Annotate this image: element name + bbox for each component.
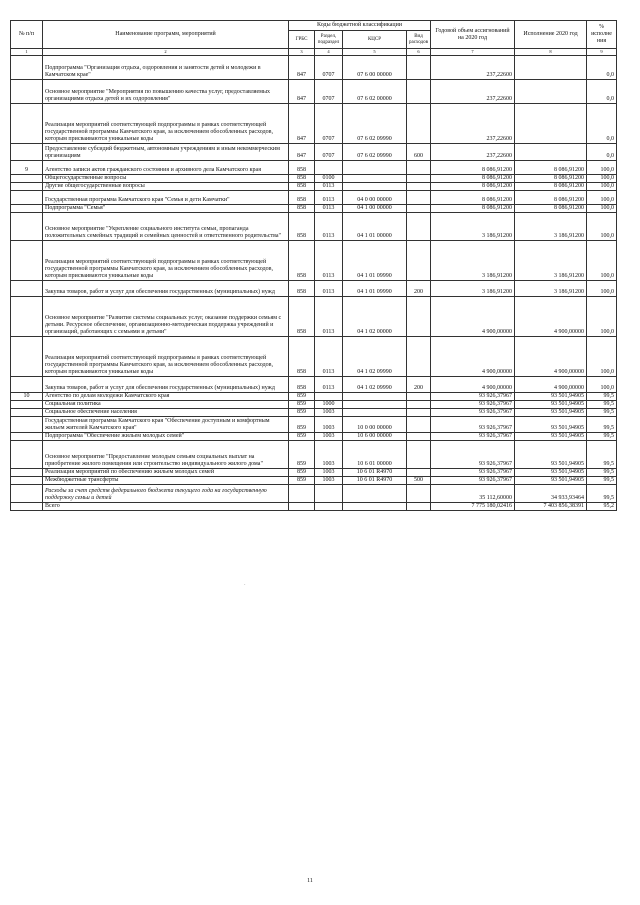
cell-pct: 99,5 — [587, 393, 617, 401]
cell-name: Реализация мероприятий соответствующей подпрограммы в рамках соответствующей государственной программы Камчатского края, за исключением обособленных расходов, которым присваиваются уникальные коды — [43, 337, 289, 377]
cell-csr: 04 1 01 09990 — [343, 241, 407, 281]
table-row — [11, 433, 617, 441]
cell-section — [315, 485, 343, 503]
cell-section: 0113 — [315, 281, 343, 297]
cell-grbs: 859 — [289, 417, 315, 433]
cell-pct: 100,0 — [587, 213, 617, 241]
header-name: Наименование программ, мероприятий — [43, 21, 289, 49]
col-number: 3 — [289, 49, 315, 56]
cell-vr — [407, 433, 431, 441]
cell-grbs: 847 — [289, 144, 315, 161]
cell-exec: 4 900,00000 — [515, 377, 587, 393]
cell-num — [11, 205, 43, 213]
cell-num — [11, 281, 43, 297]
table-row — [11, 409, 617, 417]
cell-vr: 200 — [407, 377, 431, 393]
cell-grbs: 858 — [289, 161, 315, 175]
cell-section: 0707 — [315, 80, 343, 104]
cell-num — [11, 485, 43, 503]
cell-csr: 04 1 02 09990 — [343, 337, 407, 377]
cell-csr — [343, 393, 407, 401]
cell-num — [11, 441, 43, 469]
cell-name: Другие общегосударственные вопросы — [43, 183, 289, 191]
table-row — [11, 205, 617, 213]
cell-section — [315, 161, 343, 175]
cell-csr: 10 0 00 00000 — [343, 417, 407, 433]
table-row — [11, 401, 617, 409]
cell-grbs: 858 — [289, 175, 315, 183]
cell-vr — [407, 297, 431, 337]
cell-grbs: 858 — [289, 241, 315, 281]
cell-grbs: 859 — [289, 441, 315, 469]
cell-annual: 8 086,91200 — [431, 175, 515, 183]
cell-num — [11, 401, 43, 409]
cell-pct: 99,5 — [587, 477, 617, 485]
cell-pct: 95,2 — [587, 503, 617, 511]
cell-grbs: 859 — [289, 401, 315, 409]
cell-vr — [407, 469, 431, 477]
cell-grbs: 858 — [289, 281, 315, 297]
cell-grbs: 858 — [289, 191, 315, 205]
cell-pct: 100,0 — [587, 281, 617, 297]
col-number: 8 — [515, 49, 587, 56]
cell-exec: 8 086,91200 — [515, 205, 587, 213]
cell-pct: 100,0 — [587, 175, 617, 183]
cell-vr — [407, 175, 431, 183]
cell-pct: 99,5 — [587, 417, 617, 433]
cell-num: 9 — [11, 161, 43, 175]
header-pct: % исполне ния — [587, 21, 617, 49]
cell-exec: 93 501,94905 — [515, 409, 587, 417]
cell-name: Основное мероприятие "Предоставление молодым семьям социальных выплат на приобретение жилого помещения или строительство индивидуального жилого дома" — [43, 441, 289, 469]
col-number: 6 — [407, 49, 431, 56]
cell-pct: 99,5 — [587, 441, 617, 469]
cell-grbs — [289, 503, 315, 511]
cell-annual: 7 775 180,02416 — [431, 503, 515, 511]
cell-exec: 7 403 856,38391 — [515, 503, 587, 511]
cell-exec: 8 086,91200 — [515, 191, 587, 205]
col-number: 5 — [343, 49, 407, 56]
col-number: 4 — [315, 49, 343, 56]
cell-annual: 93 926,37967 — [431, 409, 515, 417]
header-csr: КЦСР — [343, 31, 407, 49]
cell-vr: 600 — [407, 144, 431, 161]
cell-exec: 4 900,00000 — [515, 297, 587, 337]
cell-exec: 8 086,91200 — [515, 161, 587, 175]
cell-vr — [407, 104, 431, 144]
cell-csr: 07 6 02 09990 — [343, 144, 407, 161]
table-row — [11, 441, 617, 469]
cell-vr — [407, 485, 431, 503]
cell-annual: 8 086,91200 — [431, 205, 515, 213]
header-number-row — [11, 49, 617, 56]
cell-section: 1003 — [315, 469, 343, 477]
cell-exec: 93 501,94905 — [515, 477, 587, 485]
cell-exec: 93 501,94905 — [515, 417, 587, 433]
cell-csr — [343, 409, 407, 417]
table-row — [11, 503, 617, 511]
cell-exec: 8 086,91200 — [515, 175, 587, 183]
cell-num — [11, 241, 43, 281]
cell-vr — [407, 205, 431, 213]
cell-csr — [343, 175, 407, 183]
cell-num — [11, 377, 43, 393]
table-row — [11, 56, 617, 80]
cell-exec: 34 933,93464 — [515, 485, 587, 503]
cell-exec: 93 501,94905 — [515, 441, 587, 469]
table-body — [11, 56, 617, 511]
cell-name: Основное мероприятие "Укрепление социального института семьи, пропаганда положительных семейных традиций и семейных ценностей и ответственного родительства" — [43, 213, 289, 241]
cell-csr: 07 6 02 00000 — [343, 80, 407, 104]
cell-grbs: 859 — [289, 393, 315, 401]
cell-name: Закупка товаров, работ и услуг для обеспечения государственных (муниципальных) нужд — [43, 281, 289, 297]
cell-num — [11, 469, 43, 477]
cell-csr: 04 1 00 00000 — [343, 205, 407, 213]
cell-annual: 4 900,00000 — [431, 337, 515, 377]
cell-grbs: 859 — [289, 477, 315, 485]
cell-section: 0707 — [315, 56, 343, 80]
header-section: Раздел, подраздел — [315, 31, 343, 49]
cell-exec: 4 900,00000 — [515, 337, 587, 377]
cell-grbs: 859 — [289, 409, 315, 417]
table-row — [11, 80, 617, 104]
table-row — [11, 281, 617, 297]
cell-section — [315, 503, 343, 511]
cell-grbs: 859 — [289, 433, 315, 441]
table-row — [11, 337, 617, 377]
cell-pct: 100,0 — [587, 183, 617, 191]
cell-annual: 93 926,37967 — [431, 477, 515, 485]
cell-annual: 8 086,91200 — [431, 183, 515, 191]
cell-pct: 100,0 — [587, 191, 617, 205]
cell-name: Подпрограмма "Организация отдыха, оздоровления и занятости детей и молодежи в Камчатском крае" — [43, 56, 289, 80]
cell-section: 1003 — [315, 477, 343, 485]
cell-name: Подпрограмма "Обеспечение жильем молодых семей" — [43, 433, 289, 441]
cell-section: 0113 — [315, 213, 343, 241]
cell-section: 0100 — [315, 175, 343, 183]
cell-num — [11, 144, 43, 161]
cell-pct: 0,0 — [587, 56, 617, 80]
cell-vr — [407, 441, 431, 469]
header-annual: Годовой объем ассигнований на 2020 год — [431, 21, 515, 49]
cell-annual: 237,22600 — [431, 56, 515, 80]
cell-csr: 10 6 01 R4970 — [343, 477, 407, 485]
cell-section: 1003 — [315, 433, 343, 441]
cell-num — [11, 337, 43, 377]
budget-table — [10, 20, 617, 511]
cell-grbs: 858 — [289, 205, 315, 213]
cell-annual: 3 186,91200 — [431, 241, 515, 281]
cell-section: 1003 — [315, 409, 343, 417]
cell-annual: 4 900,00000 — [431, 297, 515, 337]
cell-exec — [515, 56, 587, 80]
cell-csr — [343, 161, 407, 175]
cell-annual: 93 926,37967 — [431, 417, 515, 433]
cell-csr — [343, 401, 407, 409]
cell-pct: 99,5 — [587, 433, 617, 441]
cell-grbs: 859 — [289, 469, 315, 477]
cell-vr: 500 — [407, 477, 431, 485]
cell-name: Общегосударственные вопросы — [43, 175, 289, 183]
table-row — [11, 241, 617, 281]
cell-name: Межбюджетные трансферты — [43, 477, 289, 485]
cell-vr: 200 — [407, 281, 431, 297]
cell-annual: 237,22600 — [431, 104, 515, 144]
cell-num — [11, 191, 43, 205]
cell-name: Социальное обеспечение населения — [43, 409, 289, 417]
table-row — [11, 297, 617, 337]
cell-csr: 04 1 02 09990 — [343, 377, 407, 393]
scan-mark: · — [244, 583, 246, 588]
cell-csr — [343, 183, 407, 191]
cell-num — [11, 477, 43, 485]
table-row — [11, 377, 617, 393]
cell-name: Подпрограмма "Семья" — [43, 205, 289, 213]
cell-num — [11, 183, 43, 191]
cell-vr — [407, 56, 431, 80]
cell-vr — [407, 393, 431, 401]
table-row — [11, 191, 617, 205]
header-vr: Вид расходов — [407, 31, 431, 49]
cell-name: Агентство записи актов гражданского состояния и архивного дела Камчатского края — [43, 161, 289, 175]
cell-pct: 100,0 — [587, 205, 617, 213]
cell-csr: 10 6 01 R4970 — [343, 469, 407, 477]
cell-exec: 8 086,91200 — [515, 183, 587, 191]
cell-annual: 237,22600 — [431, 144, 515, 161]
cell-csr: 04 1 02 00000 — [343, 297, 407, 337]
cell-grbs: 858 — [289, 337, 315, 377]
cell-exec: 3 186,91200 — [515, 213, 587, 241]
cell-exec — [515, 104, 587, 144]
cell-grbs: 847 — [289, 104, 315, 144]
cell-name: Основное мероприятие "Мероприятия по повышению качества услуг, предоставляемых организациями отдыха детей и их оздоровления" — [43, 80, 289, 104]
cell-pct: 100,0 — [587, 241, 617, 281]
cell-section — [315, 393, 343, 401]
cell-name: Агентство по делам молодежи Камчатского края — [43, 393, 289, 401]
cell-exec: 3 186,91200 — [515, 241, 587, 281]
table-row — [11, 104, 617, 144]
table-row — [11, 417, 617, 433]
cell-annual: 237,22600 — [431, 80, 515, 104]
cell-exec: 3 186,91200 — [515, 281, 587, 297]
cell-annual: 35 112,60000 — [431, 485, 515, 503]
cell-exec: 93 501,94905 — [515, 469, 587, 477]
cell-vr — [407, 337, 431, 377]
table-row — [11, 477, 617, 485]
cell-num: 10 — [11, 393, 43, 401]
cell-name: Реализация мероприятий соответствующей подпрограммы в рамках соответствующей государственной программы Камчатского края, за исключением обособленных расходов, которым присваиваются уникальные коды — [43, 241, 289, 281]
cell-annual: 93 926,37967 — [431, 441, 515, 469]
cell-section: 0707 — [315, 144, 343, 161]
cell-pct: 0,0 — [587, 80, 617, 104]
col-number: 2 — [43, 49, 289, 56]
cell-num — [11, 503, 43, 511]
cell-csr: 07 6 00 00000 — [343, 56, 407, 80]
col-number: 1 — [11, 49, 43, 56]
cell-name: Государственная программа Камчатского края "Обеспечение доступным и комфортным жильем жителей Камчатского края" — [43, 417, 289, 433]
cell-pct: 99,5 — [587, 469, 617, 477]
cell-vr — [407, 401, 431, 409]
table-row — [11, 175, 617, 183]
cell-annual: 93 926,37967 — [431, 433, 515, 441]
cell-pct: 0,0 — [587, 144, 617, 161]
cell-csr: 04 0 00 00000 — [343, 191, 407, 205]
table-row — [11, 485, 617, 503]
cell-vr — [407, 191, 431, 205]
cell-num — [11, 104, 43, 144]
cell-name: Закупка товаров, работ и услуг для обеспечения государственных (муниципальных) нужд — [43, 377, 289, 393]
cell-name: Предоставление субсидий бюджетным, автономным учреждениям и иным некоммерческим организациям — [43, 144, 289, 161]
cell-pct: 100,0 — [587, 297, 617, 337]
cell-pct: 0,0 — [587, 104, 617, 144]
cell-annual: 93 926,37967 — [431, 401, 515, 409]
cell-annual: 93 926,37967 — [431, 469, 515, 477]
cell-section: 1003 — [315, 417, 343, 433]
cell-grbs: 847 — [289, 80, 315, 104]
cell-section: 1003 — [315, 441, 343, 469]
header-exec: Исполнение 2020 год — [515, 21, 587, 49]
cell-annual: 93 926,37967 — [431, 393, 515, 401]
table-row — [11, 213, 617, 241]
cell-pct: 99,5 — [587, 401, 617, 409]
col-number: 7 — [431, 49, 515, 56]
cell-num — [11, 417, 43, 433]
cell-vr — [407, 417, 431, 433]
cell-section: 0113 — [315, 377, 343, 393]
table-row — [11, 183, 617, 191]
cell-annual: 8 086,91200 — [431, 191, 515, 205]
cell-vr — [407, 409, 431, 417]
cell-num — [11, 175, 43, 183]
cell-grbs: 858 — [289, 213, 315, 241]
header-codes: Коды бюджетной классификации — [289, 21, 431, 31]
cell-section: 0113 — [315, 205, 343, 213]
cell-section: 0113 — [315, 337, 343, 377]
page-number: 11 — [307, 878, 313, 884]
header-grbs: ГРБС — [289, 31, 315, 49]
cell-exec — [515, 144, 587, 161]
cell-vr — [407, 161, 431, 175]
cell-grbs: 858 — [289, 377, 315, 393]
cell-grbs: 847 — [289, 56, 315, 80]
cell-annual: 3 186,91200 — [431, 213, 515, 241]
cell-exec: 93 501,94905 — [515, 433, 587, 441]
cell-num — [11, 409, 43, 417]
cell-name: Всего — [43, 503, 289, 511]
table-row — [11, 393, 617, 401]
cell-vr — [407, 503, 431, 511]
cell-section: 0113 — [315, 191, 343, 205]
cell-csr: 10 6 00 00000 — [343, 433, 407, 441]
cell-pct: 99,5 — [587, 409, 617, 417]
table-row — [11, 161, 617, 175]
table-row — [11, 469, 617, 477]
cell-csr: 04 1 01 00000 — [343, 213, 407, 241]
cell-exec — [515, 80, 587, 104]
cell-section: 1000 — [315, 401, 343, 409]
header-num: № п/п — [11, 21, 43, 49]
cell-vr — [407, 213, 431, 241]
cell-pct: 100,0 — [587, 161, 617, 175]
cell-csr: 07 6 02 09990 — [343, 104, 407, 144]
cell-annual: 3 186,91200 — [431, 281, 515, 297]
cell-section: 0113 — [315, 183, 343, 191]
cell-num — [11, 433, 43, 441]
cell-num — [11, 297, 43, 337]
cell-pct: 99,5 — [587, 485, 617, 503]
cell-section: 0113 — [315, 241, 343, 281]
cell-section: 0707 — [315, 104, 343, 144]
cell-exec: 93 501,94905 — [515, 393, 587, 401]
cell-csr — [343, 485, 407, 503]
budget-table-sheet — [10, 20, 616, 511]
cell-csr: 04 1 01 09990 — [343, 281, 407, 297]
cell-pct: 100,0 — [587, 337, 617, 377]
cell-name: Социальная политика — [43, 401, 289, 409]
col-number: 9 — [587, 49, 617, 56]
cell-grbs — [289, 485, 315, 503]
cell-pct: 100,0 — [587, 377, 617, 393]
cell-grbs: 858 — [289, 297, 315, 337]
table-row — [11, 144, 617, 161]
cell-num — [11, 80, 43, 104]
cell-num — [11, 213, 43, 241]
cell-name: Расходы за счет средств федерального бюджета текущего года на государственную поддержку семьи и детей — [43, 485, 289, 503]
cell-name: Реализация мероприятий соответствующей подпрограммы в рамках соответствующей государственной программы Камчатского края, за исключением обособленных расходов, которым присваиваются уникальные коды — [43, 104, 289, 144]
cell-name: Государственная программа Камчатского края "Семья и дети Камчатки" — [43, 191, 289, 205]
cell-vr — [407, 80, 431, 104]
cell-vr — [407, 241, 431, 281]
cell-name: Реализация мероприятий по обеспечению жильем молодых семей — [43, 469, 289, 477]
cell-annual: 4 900,00000 — [431, 377, 515, 393]
cell-csr — [343, 503, 407, 511]
cell-name: Основное мероприятие "Развитие системы социальных услуг, оказание поддержки семьям с детьми. Ресурсное обеспечение, организационно-методическая поддержка учреждений и организаций, работающих с семьями и детьми" — [43, 297, 289, 337]
cell-annual: 8 086,91200 — [431, 161, 515, 175]
cell-vr — [407, 183, 431, 191]
cell-csr: 10 6 01 00000 — [343, 441, 407, 469]
cell-num — [11, 56, 43, 80]
cell-grbs: 858 — [289, 183, 315, 191]
cell-section: 0113 — [315, 297, 343, 337]
cell-exec: 93 501,94905 — [515, 401, 587, 409]
